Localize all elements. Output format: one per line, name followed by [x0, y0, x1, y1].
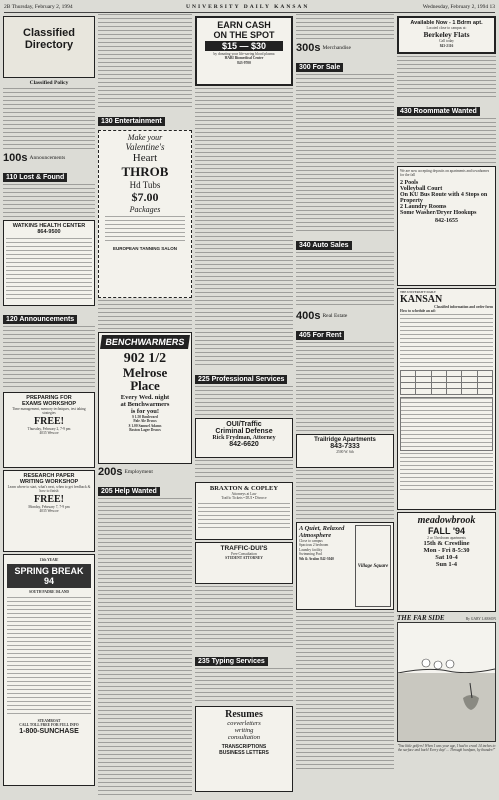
resumes-ad: [195, 706, 293, 792]
col2-mid-listings: [98, 300, 192, 330]
bench-l2: at Benchwarmers: [120, 401, 170, 408]
springbreak-l2: SPRING BREAK 94: [7, 564, 91, 588]
section-300-bar: 300 For Sale: [296, 63, 343, 72]
preparing-exams-ad: [3, 392, 95, 468]
bench-l1: Every Wed. night: [120, 394, 170, 401]
oui-l2: Criminal Defense: [215, 428, 273, 435]
section-120-bar: 120 Announcements: [3, 315, 77, 324]
trailridge-l2: 843-7333: [330, 443, 360, 450]
research-free: FREE!: [34, 493, 64, 505]
oui-ad: [195, 418, 293, 458]
oui-l1: OUI/Traffic: [226, 421, 262, 428]
form-entry-boxes[interactable]: [400, 397, 493, 451]
bench-p3: $ 1.00 Samuel Adams: [128, 423, 162, 428]
preparing-date: Thursday, February 2, 7-9 pm: [27, 426, 71, 431]
meadowbrook-l7: Sun 1-4: [435, 561, 458, 569]
section-430-bar: 430 Roommate Wanted: [397, 107, 480, 116]
section-110-bar: 110 Lost & Found: [3, 173, 67, 182]
valentine-l4: THROB: [121, 164, 169, 179]
village-l5: Spacious 2 bedroom: [299, 543, 329, 548]
farside-author: By GARY LARSON: [465, 617, 496, 621]
parkway-l3: Volleyball Court: [400, 185, 443, 192]
section-225-bar: 225 Professional Services: [195, 375, 287, 384]
village-l7: Swimming Pool: [299, 552, 323, 557]
springbreak-phone: 1-800-SUNCHASE: [19, 727, 79, 735]
form-l1: THE UNIVERSITY DAILY: [400, 290, 436, 294]
section-205-bar: 205 Help Wanted: [98, 487, 160, 496]
bench-addr1: 902 1/2: [123, 351, 167, 366]
rate-table: [400, 370, 493, 395]
preparing-place: 4035 Wescoe: [39, 431, 59, 436]
classified-directory-box: [3, 16, 95, 78]
meadowbrook-l2: FALL '94: [428, 526, 465, 536]
resumes-l5: TRANSCRIPTIONS: [221, 744, 267, 750]
preparing-l2: EXAMS WORKSHOP: [21, 401, 77, 407]
section-300-name: Merchandise: [322, 45, 351, 51]
village-l4: Close to campus: [299, 539, 323, 543]
parkway-phone: 842-1655: [435, 217, 458, 224]
announcement-listings: [3, 326, 95, 390]
springbreak-list: [7, 597, 91, 717]
watkins-title: WATKINS HEALTH CENTER: [12, 223, 86, 229]
col4-bottom-listings: [296, 612, 394, 772]
research-l2: WRITING WORKSHOP: [19, 479, 79, 485]
earncash-l1: EARN CASH: [217, 20, 271, 30]
preparing-l1: PREPARING FOR: [26, 395, 72, 401]
valentine-price: $7.00: [131, 190, 159, 204]
farside-header: [397, 614, 496, 622]
bench-l3: is for you!: [130, 408, 160, 415]
parkway-ad: [397, 166, 496, 286]
column-5: [397, 14, 496, 796]
preparing-free: FREE!: [34, 415, 64, 427]
roommate-listings: [397, 118, 496, 164]
column-4: [296, 14, 394, 796]
bench-p4: Boston Lager Draws: [129, 428, 161, 433]
berkeley-flats-ad: [397, 16, 496, 54]
bench-addr3: Place: [130, 378, 160, 393]
form-l3: Classified information and order form: [434, 304, 493, 309]
resumes-l6: BUSINESS LETTERS: [219, 750, 269, 756]
meadowbrook-l5: Mon - Fri 8-5:30: [423, 547, 470, 555]
section-100-name: Announcements: [29, 155, 66, 161]
valentine-l6: Packages: [129, 205, 161, 214]
research-date: Monday, February 7, 7-9 pm: [28, 504, 70, 509]
springbreak-l4: STEAMBOAT: [37, 718, 61, 723]
trailridge-l3: 2500 W. 6th: [336, 450, 354, 454]
typing-listings: [195, 668, 293, 704]
bldg-l3: Berkeley Flats: [423, 30, 470, 40]
bench-p2: Pale Ale Draws: [133, 419, 157, 424]
section-400-name: Real Estate: [322, 313, 348, 319]
col4-top-listings: [296, 14, 394, 40]
far-side-comic: [397, 614, 496, 782]
farside-drawing: [398, 623, 495, 741]
col5-top-listings: [397, 56, 496, 100]
village-square-ad: [296, 522, 394, 610]
bldg-l1: Available Now - 1 Bdrm apt.: [410, 20, 483, 26]
meadowbrook-l3: 2 or 3 bedroom apartments: [427, 536, 466, 540]
meadowbrook-l4: 15th & Crestline: [423, 540, 470, 548]
prof-services-listings: [195, 386, 293, 416]
form-how: How to schedule an ad:: [400, 309, 436, 314]
farside-caption: "You little golfers! When I was your age, I had to crawl 14 inches to the surface and back! Every day! ... Through hardpan, by thunder!": [397, 744, 496, 753]
classified-order-form: [397, 288, 496, 510]
section-300-number: 300s: [296, 42, 321, 54]
research-l3: Learn where to start, what's next, when to get feedback & how to finish: [7, 485, 91, 494]
earncash-l4: HABI Biomedical Center: [224, 56, 264, 61]
valentine-l2: Valentine's: [125, 142, 165, 152]
for-sale-listings: [296, 74, 394, 234]
village-logo: [355, 525, 391, 607]
help-wanted-listings: [98, 498, 192, 796]
bench-addr2: Melrose: [122, 365, 168, 380]
preparing-l3: Time management, memory techniques, test taking strategies: [12, 407, 86, 416]
resumes-l2: covverletters: [227, 720, 261, 727]
traffic-dui-ad: [195, 542, 293, 584]
col3-low-listings: [195, 586, 293, 650]
bldg-l2: Located close to campus at:: [426, 26, 467, 30]
col3-mid-listings: [195, 460, 293, 480]
valentine-packages: [105, 216, 185, 244]
oui-phone: 842-6620: [229, 441, 259, 448]
village-addr: 9th & Avalon 842-3040: [299, 556, 334, 561]
header-right: Wednesday, February 2, 1994 13: [422, 4, 495, 10]
page-header: [4, 2, 495, 13]
lost-found-listings: [3, 184, 95, 218]
header-center: UNIVERSITY DAILY KANSAN: [186, 4, 310, 10]
parkway-l2: 2 Pools: [400, 179, 419, 186]
meadowbrook-l1: meadowbrook: [417, 515, 476, 526]
valentine-ad: [98, 130, 192, 298]
research-place: 4035 Wescoe: [39, 509, 59, 514]
column-3: [195, 14, 293, 796]
resumes-l1: Resumes: [225, 709, 263, 720]
valentine-l3: Heart: [132, 152, 158, 164]
meadowbrook-ad: [397, 512, 496, 612]
section-100-header: [3, 152, 95, 164]
research-paper-ad: [3, 470, 95, 552]
village-l6: Laundry facility: [299, 547, 323, 552]
form-instructions: [400, 314, 493, 370]
parkway-l5: 2 Laundry Rooms: [400, 203, 447, 210]
auto-sales-listings: [296, 252, 394, 308]
oui-l3: Rick Frydman, Attorney: [212, 435, 276, 441]
column-2: [98, 14, 192, 796]
column-1: [3, 14, 95, 796]
section-400-number: 400s: [296, 310, 321, 322]
springbreak-l5: CALL TOLL FREE FOR FULL INFO: [19, 723, 79, 728]
parkway-l4: On KU Bus Route with 4 Stops on Property: [400, 191, 488, 204]
meadowbrook-l6: Sat 10-4: [435, 554, 458, 562]
bench-name: BENCHWARMERS: [100, 335, 190, 349]
watkins-phone: 864-9500: [37, 229, 61, 235]
section-235-bar: 235 Typing Services: [195, 657, 268, 666]
village-text: [299, 525, 352, 607]
farside-panel: [397, 622, 496, 742]
resumes-l4: consultation: [227, 734, 261, 741]
col2-top-listings: [98, 14, 192, 110]
trailridge-l1: Trailridge Apartments: [314, 437, 376, 443]
earncash-price: $15 — $30: [205, 41, 283, 51]
section-200-header: [98, 466, 192, 478]
for-rent-listings: [296, 342, 394, 432]
policy-title: Classified Policy: [29, 80, 69, 86]
village-l1: A Quiet, Relaxed: [299, 525, 345, 532]
policy-text: [3, 88, 95, 150]
braxton-l2: Attorneys at Law: [231, 492, 257, 496]
section-200-number: 200s: [98, 466, 123, 478]
spring-break-ad: [3, 554, 95, 786]
springbreak-l1: 13th YEAR!: [39, 558, 59, 562]
braxton-l1: BRAXTON & COPLEY: [209, 485, 279, 492]
braxton-ad: [195, 482, 293, 540]
valentine-l5: Hd Tubs: [129, 180, 161, 190]
research-l1: RESEARCH PAPER: [23, 473, 75, 479]
section-400-header: [296, 310, 394, 322]
form-footer: [400, 453, 493, 493]
header-left: 2B Thursday, February 2, 1994: [4, 4, 73, 10]
col3-listings-top: [195, 88, 293, 368]
trafficdui-l1: TRAFFIC-DUI'S: [220, 545, 268, 552]
directory-title: Classified Directory: [23, 27, 75, 51]
earncash-l2: ON THE SPOT: [213, 30, 275, 40]
section-130-bar: 130 Entertainment: [98, 117, 165, 126]
valentine-l1: Make your: [127, 133, 163, 142]
trailridge-ad: [296, 434, 394, 468]
earncash-l3: by donating your life-saving blood plasma: [213, 52, 275, 56]
parkway-l6: Some Washer/Dryer Hookups: [400, 209, 477, 216]
form-l2: KANSAN: [400, 293, 443, 305]
benchwarmers-ad: [98, 332, 192, 464]
bldg-l4: Call today: [439, 39, 454, 44]
bldg-phone: 843-2116: [439, 43, 454, 48]
farside-title: THE FAR SIDE: [397, 614, 445, 622]
section-405-bar: 405 For Rent: [296, 331, 344, 340]
village-logo-text: Village Square: [357, 563, 389, 569]
trafficdui-l2: Free Consultation: [231, 552, 257, 556]
braxton-body: [198, 503, 290, 531]
bench-p1: $ 1.50 Boulevard: [132, 415, 158, 419]
section-200-name: Employment: [124, 469, 153, 475]
earncash-phone: 843-9700: [237, 60, 251, 65]
resumes-l3: writing: [234, 727, 254, 734]
col4-mid-listings: [296, 470, 394, 520]
village-l2: Atmosphere: [299, 532, 332, 539]
parkway-l1: We are now accepting deposits on apartments and townhomes for the fall: [400, 169, 490, 178]
section-300-header: [296, 42, 394, 54]
watkins-hours: [6, 238, 92, 300]
section-340-bar: 340 Auto Sales: [296, 241, 352, 250]
section-100-number: 100s: [3, 152, 28, 164]
earn-cash-ad: [195, 16, 293, 86]
watkins-ad: [3, 220, 95, 306]
springbreak-l3: SOUTH PADRE ISLAND: [28, 590, 70, 595]
valentine-l7: EUROPEAN TANNING SALON: [113, 246, 177, 251]
trafficdui-l3: STUDENT ATTORNEY: [225, 556, 263, 561]
braxton-l3: Traffic Tickets • DUI • Divorce: [221, 496, 267, 501]
